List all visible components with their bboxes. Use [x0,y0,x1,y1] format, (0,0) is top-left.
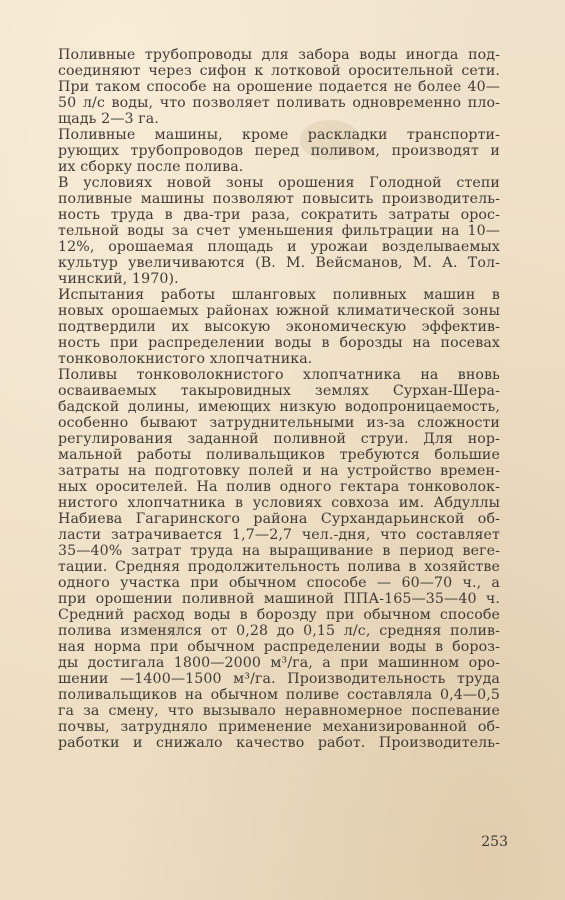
text-line: чинский, 1970). [58,271,179,287]
text-line: особенно бывают затруднительными из-за сложности [58,415,500,431]
text-line: бадской долины, имеющих низкую водопроницаемость, [58,399,500,415]
text-line: 50 л/с воды, что позволяет поливать одновременно пло- [58,95,500,111]
text-line: Поливные трубопроводы для забора воды иногда под- [58,47,500,63]
text-line: ласти затрачивается 1,7—2,7 чел.-дня, что составляет [58,527,500,543]
text-line: почвы, затрудняло применение механизированной об- [58,719,500,735]
text-line: га за смену, что вызывало неравномерное поспевание [58,703,500,719]
text-line: их сборку после полива. [58,159,244,175]
text-line: рующих трубопроводов перед поливом, производят и [58,143,500,159]
text-line: соединяют через сифон к лотковой оросительной сети. [58,63,500,79]
page-number: 253 [481,834,508,850]
text-line: шении —1400—1500 м³/га. Производительность труда [58,671,500,687]
text-line: ды достигала 1800—2000 м³/га, а при машинном оро- [58,655,500,671]
text-line: при орошении поливной машиной ППА-165—35—40 ч. [58,591,500,607]
text-line: затраты на подготовку полей и на устройство времен- [58,463,500,479]
text-line: Испытания работы шланговых поливных машин в [58,287,500,303]
text-line: подтвердили их высокую экономическую эффектив- [58,319,500,335]
text-line: Средний расход воды в борозду при обычном способе [58,607,500,623]
text-line: щадь 2—3 га. [58,111,159,127]
text-line: 35—40% затрат труда на выращивание в период веге- [58,543,500,559]
text-line: Набиева Гагаринского района Сурхандарьинской об- [58,511,500,527]
text-line: тонковолокнистого хлопчатника. [58,351,313,367]
text-line: осваиваемых такыровидных землях Сурхан-Шера- [58,383,500,399]
text-line: тельной воды за счет уменьшения фильтрации на 10— [58,223,500,239]
text-line: полива изменялся от 0,28 до 0,15 л/с, средняя полив- [58,623,500,639]
text-line: новых орошаемых районах южной климатической зоны [58,303,500,319]
text-line: 12%, орошаемая площадь и урожаи возделываемых [58,239,500,255]
text-line: ность труда в два-три раза, сократить затраты орос- [58,207,500,223]
text-line: регулирования заданной поливной струи. Для нор- [58,431,500,447]
text-line: ных оросителей. На полив одного гектара тонковолок- [58,479,500,495]
text-line: ность при распределении воды в борозды на посевах [58,335,500,351]
text-line: мальной работы поливальщиков требуются большие [58,447,500,463]
text-line: Поливные машины, кроме раскладки транспорти- [58,127,500,143]
text-line: При таком способе на орошение подается не более 40— [58,79,500,95]
text-line: тации. Средняя продолжительность полива в хозяйстве [58,559,500,575]
text-line: ная норма при обычном распределении воды в бороз- [58,639,500,655]
text-line: одного участка при обычном способе — 60—70 ч., а [58,575,500,591]
text-line: культур увеличиваются (В. М. Вейсманов, М. А. Тол- [58,255,500,271]
text-line: Поливы тонковолокнистого хлопчатника на вновь [58,367,500,383]
body-text [58,47,500,751]
text-line: работки и снижало качество работ. Производитель- [58,735,500,751]
text-line: поливные машины позволяют повысить производитель- [58,191,500,207]
text-line: нистого хлопчатника в условиях совхоза им. Абдуллы [58,495,500,511]
text-line: В условиях новой зоны орошения Голодной степи [58,175,500,191]
text-line: поливальщиков на обычном поливе составляла 0,4—0,5 [58,687,500,703]
